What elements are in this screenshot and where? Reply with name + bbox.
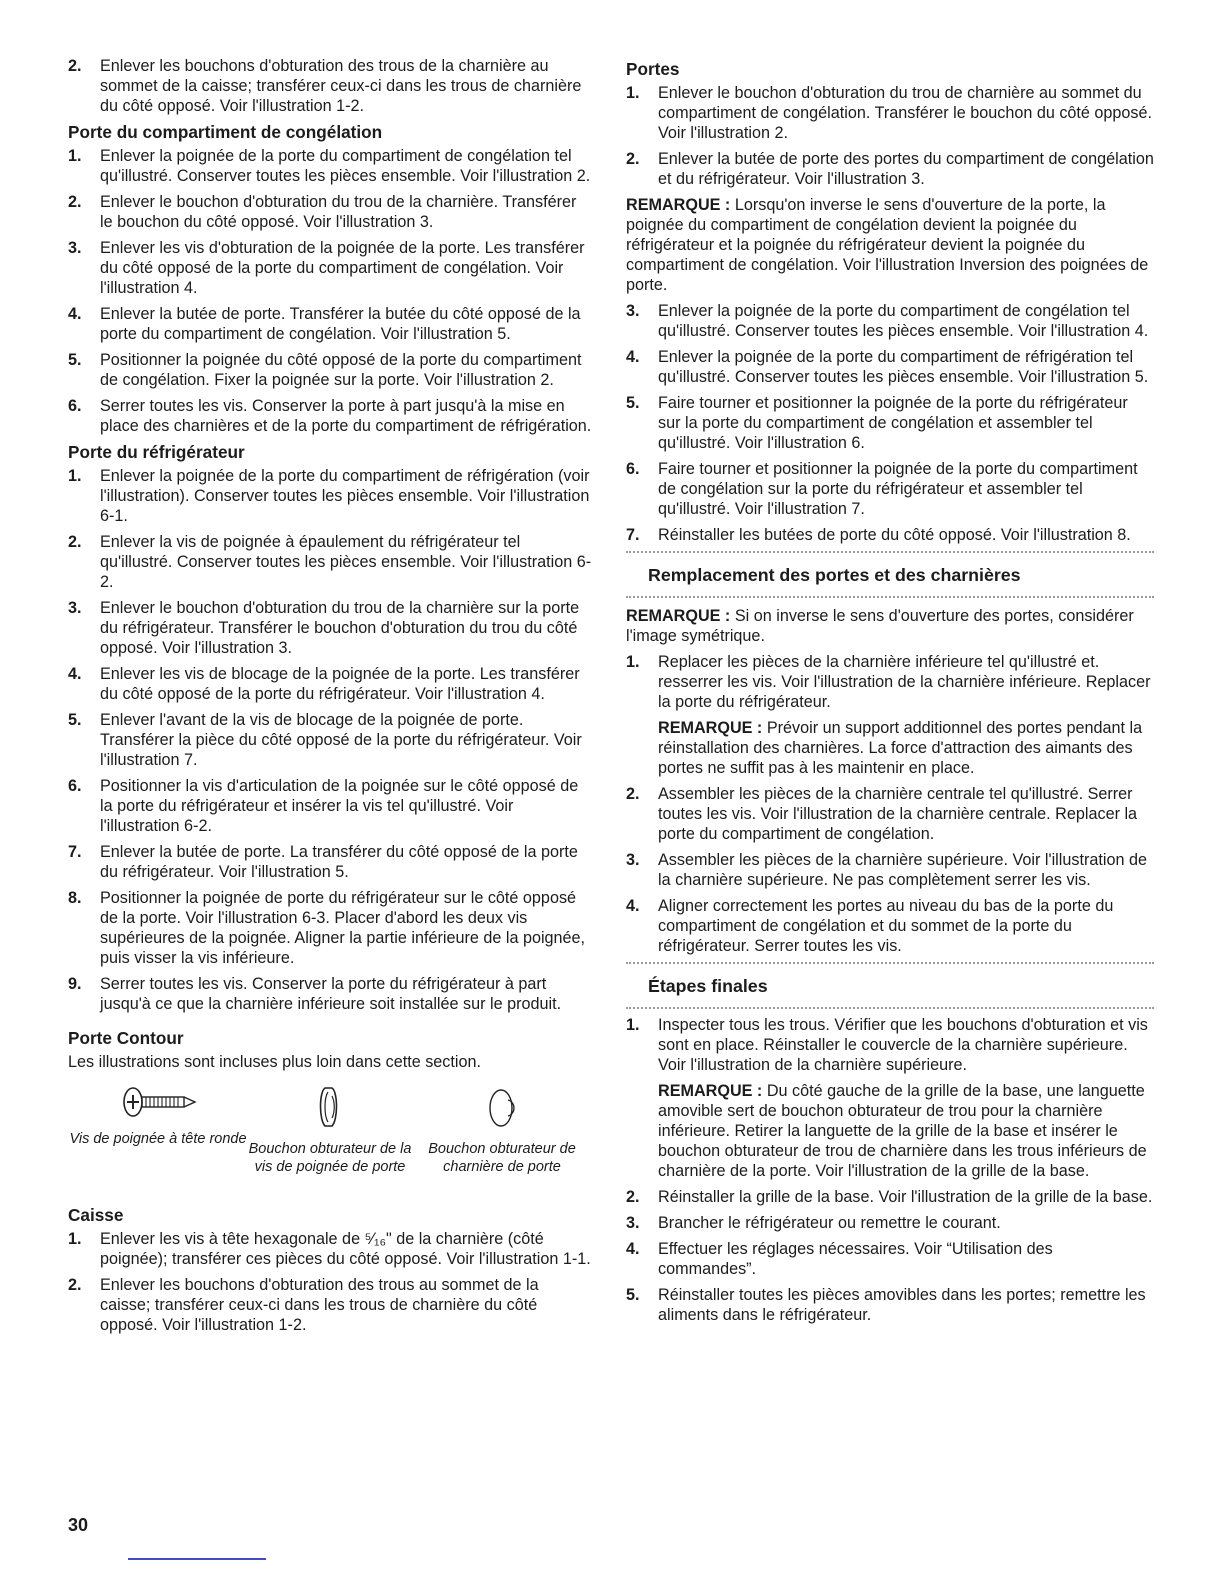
step-text: Serrer toutes les vis. Conserver la porte du réfrigérateur à part jusqu'à ce que la charnière inférieure soit installée sur le produit. <box>100 975 562 1013</box>
cabinet-steps <box>68 1229 592 1335</box>
step-text: Enlever le bouchon d'obturation du trou de charnière au sommet du compartiment de congélation. Transférer le bouchon du côté opposé. Voir l'illustration 2. <box>658 84 1153 142</box>
list-item <box>68 842 592 882</box>
step-text: Enlever la butée de porte des portes du compartiment de congélation et du réfrigérateur. Voir l'illustration 3. <box>658 150 1154 188</box>
step-text: Réinstaller toutes les pièces amovibles dans les portes; remettre les aliments dans le réfrigérateur. <box>658 1286 1146 1324</box>
list-item <box>626 459 1154 519</box>
note-text: Prévoir un support additionnel des portes pendant la réinstallation des charnières. La force d'attraction des aimants des portes ne suffit pas à les maintenir en place. <box>658 719 1143 777</box>
step-text: Replacer les pièces de la charnière inférieure tel qu'illustré et. resserrer les vis. Voir l'illustration de la charnière inférieure. Replacer la porte du réfrigérateur. <box>658 653 1151 711</box>
doors-steps-b <box>626 301 1154 545</box>
divider <box>626 1007 1154 1011</box>
list-item <box>626 1285 1154 1325</box>
step-number: 4. <box>626 897 640 915</box>
contour-door-text: Les illustrations sont incluses plus loin dans cette section. <box>68 1053 482 1071</box>
step-text: Faire tourner et positionner la poignée de la porte du compartiment de congélation sur la porte du réfrigérateur et assembler tel qu'illustré. Voir l'illustration 7. <box>658 460 1138 518</box>
step-text: Enlever la poignée de la porte du compartiment de congélation tel qu'illustré. Conserver toutes les pièces ensemble. Voir l'illustration 2. <box>100 147 591 185</box>
list-item <box>68 396 592 436</box>
step-number: 6. <box>68 397 82 415</box>
step-number: 9. <box>68 975 82 993</box>
step-text: Enlever la poignée de la porte du compartiment de congélation tel qu'illustré. Conserver toutes les pièces ensemble. Voir l'illustration 4. <box>658 302 1149 340</box>
step-number: 1. <box>626 653 640 671</box>
step-text: Brancher le réfrigérateur ou remettre le courant. <box>658 1214 1001 1232</box>
hinge-plug-icon <box>482 1084 522 1130</box>
step-number: 4. <box>68 305 82 323</box>
list-item <box>626 1015 1154 1181</box>
step-number: 5. <box>626 394 640 412</box>
step-number: 2. <box>68 193 82 211</box>
note-text: Du côté gauche de la grille de la base, une languette amovible sert de bouchon obturateur de trou pour la charnière inférieure. Retirer la languette de la grille de la base et insérer le bouchon obturateur de trou de charnière dans les trous inférieurs de charnière de la porte. Voir l'illustration de la grille de la base. <box>658 1082 1147 1180</box>
note-label: REMARQUE : <box>626 607 731 625</box>
step-number: 2. <box>626 785 640 803</box>
step-number: 3. <box>626 851 640 869</box>
part-caption: Bouchon obturateur de charnière de porte <box>428 1141 576 1175</box>
step-text: Inspecter tous les trous. Vérifier que les bouchons d'obturation et vis sont en place. Réinstaller le couvercle de la charnière supérieure. Voir l'illustration de la charnière supérieure. <box>658 1016 1148 1074</box>
step-text: Effectuer les réglages nécessaires. Voir “Utilisation des commandes”. <box>658 1240 1053 1278</box>
list-item <box>626 393 1154 453</box>
list-item <box>68 1275 592 1335</box>
list-item <box>68 598 592 658</box>
step-text: Enlever la butée de porte. Transférer la butée du côté opposé de la porte du compartiment de congélation. Voir l'illustration 5. <box>100 305 581 343</box>
note-label: REMARQUE : <box>626 196 731 214</box>
step-number: 5. <box>68 711 82 729</box>
list-item <box>68 710 592 770</box>
step-number: 3. <box>68 239 82 257</box>
step-text: Faire tourner et positionner la poignée de la porte du réfrigérateur sur la porte du compartiment de congélation et assembler tel qu'illustré. Voir l'illustration 6. <box>658 394 1128 452</box>
step-number: 1. <box>68 147 82 165</box>
replace-section-title: Remplacement des portes et des charnières <box>648 565 1021 585</box>
part-round-head-screw <box>68 1084 248 1148</box>
step-text: Enlever les vis à tête hexagonale de ⁵⁄₁₆" de la charnière (côté poignée); transférer ces pièces du côté opposé. Voir l'illustration 1-1. <box>100 1230 591 1268</box>
screw-plug-icon <box>310 1084 350 1130</box>
final-steps <box>626 1015 1154 1181</box>
list-item <box>68 776 592 836</box>
step-text: Enlever le bouchon d'obturation du trou de la charnière. Transférer le bouchon du côté opposé. Voir l'illustration 3. <box>100 193 577 231</box>
list-item <box>68 304 592 344</box>
step-text: Positionner la poignée du côté opposé de la porte du compartiment de congélation. Fixer la poignée sur la porte. Voir l'illustration 2. <box>100 351 582 389</box>
step-text: Enlever le bouchon d'obturation du trou de la charnière sur la porte du réfrigérateur. Transférer le bouchon d'obturation du trou du côté opposé. Voir l'illustration 3. <box>100 599 580 657</box>
list-item <box>626 784 1154 844</box>
step-number: 7. <box>626 526 640 544</box>
step-text: Positionner la poignée de porte du réfrigérateur sur le côté opposé de la porte. Voir l'illustration 6-3. Placer d'abord les deux vis supérieures de la poignée. Aligner la partie inférieure de la poignée, puis visser la vis inférieure. <box>100 889 586 967</box>
parts-illustrations <box>68 1084 592 1202</box>
divider <box>626 596 1154 600</box>
list-item <box>626 850 1154 890</box>
note-label: REMARQUE : <box>658 719 763 737</box>
list-item <box>68 1229 592 1269</box>
step-text: Positionner la vis d'articulation de la poignée sur le côté opposé de la porte du réfrigérateur et insérer la vis tel qu'illustré. Voir l'illustration 6-2. <box>100 777 579 835</box>
right-column <box>626 56 1154 1331</box>
step-text: Assembler les pièces de la charnière supérieure. Voir l'illustration de la charnière supérieure. Ne pas complètement serrer les vis. <box>658 851 1147 889</box>
step-number: 7. <box>68 843 82 861</box>
round-head-screw-icon <box>113 1084 203 1120</box>
step-number: 8. <box>68 889 82 907</box>
doors-heading: Portes <box>626 59 680 79</box>
step-number: 4. <box>626 1240 640 1258</box>
left-column <box>68 56 592 1341</box>
list-item <box>68 532 592 592</box>
step-text: Assembler les pièces de la charnière centrale tel qu'illustré. Serrer toutes les vis. Voir l'illustration de la charnière centrale. Replacer la porte du compartiment de congélation. <box>658 785 1138 843</box>
step-number: 2. <box>626 150 640 168</box>
step-number: 2. <box>68 533 82 551</box>
list-item <box>626 347 1154 387</box>
list-item <box>68 664 592 704</box>
list-item <box>626 301 1154 341</box>
note-text: Si on inverse le sens d'ouverture des portes, considérer l'image symétrique. <box>626 607 1134 645</box>
step-number: 1. <box>626 84 640 102</box>
list-item <box>626 1213 1154 1233</box>
list-item <box>626 83 1154 143</box>
replace-steps <box>626 652 1154 778</box>
step-text: Réinstaller les butées de porte du côté opposé. Voir l'illustration 8. <box>658 526 1131 544</box>
list-item <box>68 466 592 526</box>
step-text: Enlever les vis de blocage de la poignée de la porte. Les transférer du côté opposé de la porte du réfrigérateur. Voir l'illustration 4. <box>100 665 580 703</box>
list-item <box>626 652 1154 778</box>
contour-door-heading: Porte Contour <box>68 1028 184 1048</box>
list-item <box>626 1187 1154 1207</box>
divider <box>626 962 1154 966</box>
fridge-door-steps <box>68 466 592 1014</box>
intro-steps <box>68 56 592 116</box>
step-number: 4. <box>68 665 82 683</box>
list-item <box>68 56 592 116</box>
step-text: Enlever la vis de poignée à épaulement du réfrigérateur tel qu'illustré. Conserver toutes les pièces ensemble. Voir l'illustration 6-2. <box>100 533 592 591</box>
list-item <box>626 1239 1154 1279</box>
footer-rule <box>128 1558 266 1560</box>
doors-steps-a <box>626 83 1154 189</box>
step-text: Enlever les bouchons d'obturation des trous au sommet de la caisse; transférer ceux-ci dans les trous de charnière du côté opposé. Voir l'illustration 1-2. <box>100 1276 539 1334</box>
cabinet-heading: Caisse <box>68 1205 124 1225</box>
list-item <box>68 888 592 968</box>
step-subnote <box>658 1081 1154 1181</box>
step-number: 5. <box>68 351 82 369</box>
step-text: Enlever la poignée de la porte du compartiment de réfrigération (voir l'illustration). Conserver toutes les pièces ensemble. Voir l'illustration 6-1. <box>100 467 590 525</box>
step-number: 5. <box>626 1286 640 1304</box>
page-number: 30 <box>68 1515 89 1535</box>
step-text: Enlever l'avant de la vis de blocage de la poignée de porte. Transférer la pièce du côté opposé de la porte du réfrigérateur. Voir l'illustration 7. <box>100 711 582 769</box>
freezer-door-heading: Porte du compartiment de congélation <box>68 122 383 142</box>
step-text: Enlever les bouchons d'obturation des trous de la charnière au sommet de la caisse; transférer ceux-ci dans les trous de charnière du côté opposé. Voir l'illustration 1-2. <box>100 57 582 115</box>
part-hinge-plug <box>412 1084 592 1176</box>
step-number: 6. <box>626 460 640 478</box>
fridge-door-heading: Porte du réfrigérateur <box>68 442 245 462</box>
note-label: REMARQUE : <box>658 1082 763 1100</box>
part-caption: Vis de poignée à tête ronde <box>69 1131 247 1147</box>
replace-note <box>626 606 1154 646</box>
final-steps-more <box>626 1187 1154 1325</box>
step-text: Aligner correctement les portes au niveau du bas de la porte du compartiment de congélation et du sommet de la porte du réfrigérateur. Serrer toutes les vis. <box>658 897 1114 955</box>
list-item <box>68 192 592 232</box>
step-subnote <box>658 718 1154 778</box>
step-number: 3. <box>626 302 640 320</box>
step-number: 3. <box>68 599 82 617</box>
step-text: Enlever les vis d'obturation de la poignée de la porte. Les transférer du côté opposé de la porte du compartiment de congélation. Voir l'illustration 4. <box>100 239 585 297</box>
part-screw-plug <box>240 1084 420 1176</box>
list-item <box>68 974 592 1014</box>
step-number: 2. <box>68 1276 82 1294</box>
step-text: Réinstaller la grille de la base. Voir l'illustration de la grille de la base. <box>658 1188 1153 1206</box>
list-item <box>626 525 1154 545</box>
step-number: 1. <box>68 467 82 485</box>
note-text: Lorsqu'on inverse le sens d'ouverture de la porte, la poignée du compartiment de congélation devient la poignée du réfrigérateur et la poignée du réfrigérateur devient la poignée du compartiment de congélation. Voir l'illustration Inversion des poignées de porte. <box>626 196 1149 294</box>
step-number: 3. <box>626 1214 640 1232</box>
list-item <box>68 146 592 186</box>
list-item <box>626 896 1154 956</box>
divider <box>626 551 1154 555</box>
part-caption: Bouchon obturateur de la vis de poignée de porte <box>248 1141 412 1175</box>
step-number: 2. <box>68 57 82 75</box>
replace-steps-more <box>626 784 1154 956</box>
step-number: 6. <box>68 777 82 795</box>
freezer-door-steps <box>68 146 592 436</box>
step-number: 1. <box>68 1230 82 1248</box>
step-number: 2. <box>626 1188 640 1206</box>
step-text: Enlever la poignée de la porte du compartiment de réfrigération tel qu'illustré. Conserver toutes les pièces ensemble. Voir l'illustration 5. <box>658 348 1149 386</box>
step-text: Serrer toutes les vis. Conserver la porte à part jusqu'à la mise en place des charnières et de la porte du compartiment de réfrigération. <box>100 397 592 435</box>
doors-note <box>626 195 1154 295</box>
list-item <box>68 238 592 298</box>
step-text: Enlever la butée de porte. La transférer du côté opposé de la porte du réfrigérateur. Voir l'illustration 5. <box>100 843 578 881</box>
step-number: 4. <box>626 348 640 366</box>
list-item <box>68 350 592 390</box>
final-section-title: Étapes finales <box>648 976 768 996</box>
step-number: 1. <box>626 1016 640 1034</box>
list-item <box>626 149 1154 189</box>
